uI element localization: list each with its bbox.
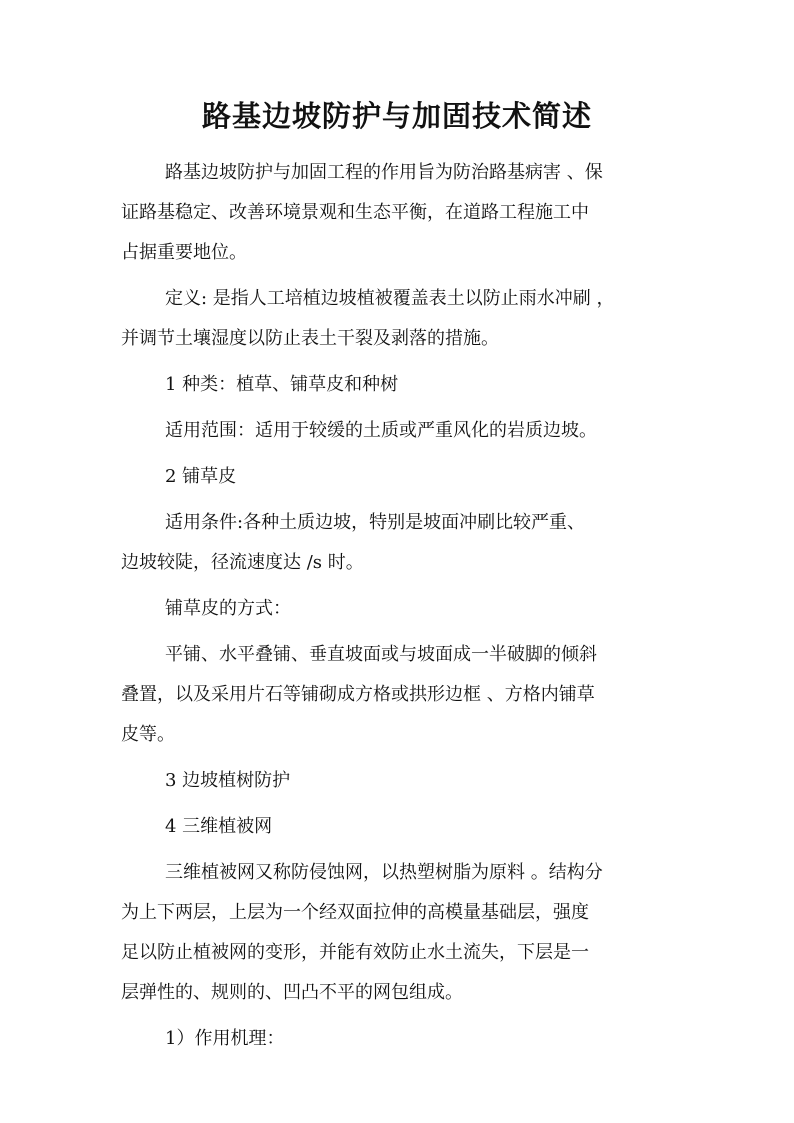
section-heading-mechanism bbox=[121, 1019, 681, 1059]
text-line: 占据重要地位。 bbox=[121, 242, 247, 263]
text-line: 1 种类：植草、铺草皮和种树 bbox=[165, 374, 399, 395]
document-body bbox=[121, 153, 681, 1059]
paragraph-sod-methods bbox=[121, 635, 681, 755]
text-line: 3 边坡植树防护 bbox=[165, 770, 291, 791]
paragraph-sod-method-heading bbox=[121, 589, 681, 629]
paragraph-types bbox=[121, 365, 681, 405]
section-heading-trees bbox=[121, 761, 681, 801]
text-line: 边坡较陡，径流速度达 /s 时。 bbox=[121, 552, 364, 573]
text-line: 三维植被网又称防侵蚀网，以热塑树脂为原料 。结构分 bbox=[165, 862, 603, 883]
text-line: 2 铺草皮 bbox=[165, 466, 237, 487]
text-line: 为上下两层，上层为一个经双面拉伸的高模量基础层，强度 bbox=[121, 902, 589, 923]
paragraph-definition bbox=[121, 279, 681, 359]
text-line: 适用范围：适用于较缓的土质或严重风化的岩质边坡。 bbox=[165, 420, 597, 441]
document-title: 路基边坡防护与加固技术简述 bbox=[201, 99, 592, 133]
text-line: 1）作用机理： bbox=[165, 1028, 285, 1049]
text-line: 路基边坡防护与加固工程的作用旨为防治路基病害 、保 bbox=[165, 162, 603, 183]
text-line: 平铺、水平叠铺、垂直坡面或与坡面成一半破脚的倾斜 bbox=[165, 644, 597, 665]
text-line: 证路基稳定、改善环境景观和生态平衡，在道路工程施工中 bbox=[121, 202, 589, 223]
section-heading-net bbox=[121, 807, 681, 847]
paragraph-scope bbox=[121, 411, 681, 451]
section-heading-sod bbox=[121, 457, 681, 497]
text-line: 定义: 是指人工培植边坡植被覆盖表土以防止雨水冲刷 ， bbox=[165, 288, 615, 309]
text-line: 并调节土壤湿度以防止表土干裂及剥落的措施。 bbox=[121, 328, 499, 349]
text-line: 叠置，以及采用片石等铺砌成方格或拱形边框 、方格内铺草 bbox=[121, 684, 595, 705]
paragraph-net-description bbox=[121, 853, 681, 1013]
text-line: 适用条件:各种土质边坡，特别是坡面冲刷比较严重、 bbox=[165, 512, 586, 533]
text-line: 足以防止植被网的变形，并能有效防止水土流失，下层是一 bbox=[121, 942, 589, 963]
paragraph-sod-conditions bbox=[121, 503, 681, 583]
paragraph-intro bbox=[121, 153, 681, 273]
text-line: 4 三维植被网 bbox=[165, 816, 273, 837]
text-line: 铺草皮的方式： bbox=[165, 598, 291, 619]
text-line: 皮等。 bbox=[121, 724, 175, 745]
text-line: 层弹性的、规则的、凹凸不平的网包组成。 bbox=[121, 982, 463, 1003]
